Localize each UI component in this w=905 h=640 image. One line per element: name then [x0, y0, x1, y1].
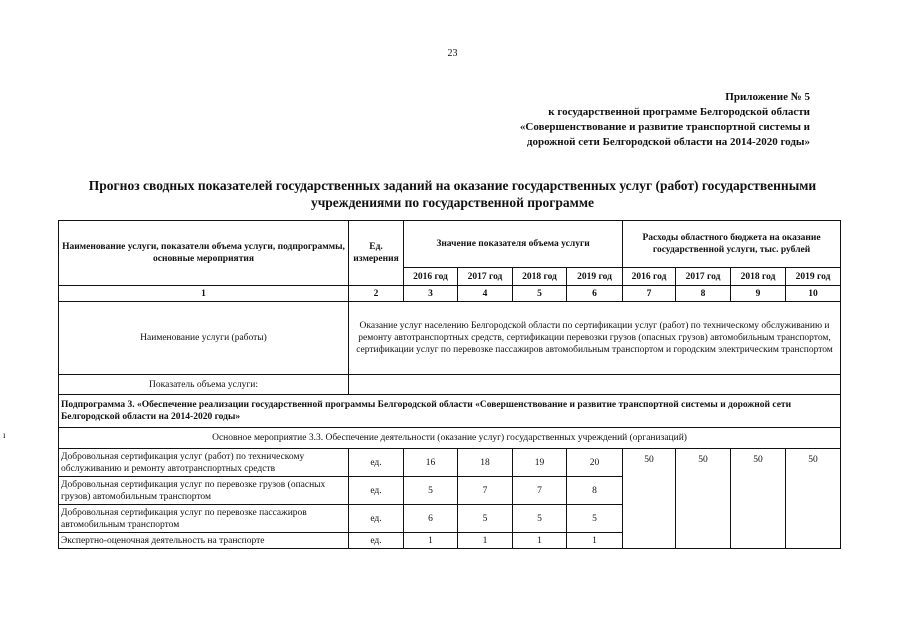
annex-heading: [460, 90, 810, 150]
row-name: Экспертно-оценочная деятельность на транспорте: [59, 533, 349, 549]
header-name: Наименование услуги, показатели объема услуги, подпрограммы, основные мероприятия: [59, 221, 349, 286]
header-year: 2019 год: [786, 268, 841, 286]
header-year: 2017 год: [676, 268, 731, 286]
column-number: 6: [567, 286, 623, 302]
document-title: [40, 177, 865, 211]
row-value: 1: [567, 533, 623, 549]
annex-line: Приложение № 5: [725, 91, 810, 103]
header-year: 2018 год: [731, 268, 786, 286]
row-unit: ед.: [349, 533, 404, 549]
header-unit: Ед. измерения: [349, 221, 404, 286]
page-number: 23: [447, 48, 458, 59]
row-unit: ед.: [349, 449, 404, 477]
title-line: Прогноз сводных показателей государственных заданий на оказание государственных услуг (работ) государственными: [88, 178, 817, 193]
service-description: Оказание услуг населению Белгородской области по сертификации услуг (работ) по техническому обслуживанию и ремонту автотранспортных средств, сертификации перевозки грузов (опасных грузов) автомобильным транспортом, сертификации услуг по перевозке пассажиров автомобильным транспортом и городским электрическим транспортом: [349, 302, 841, 375]
row-value: 18: [458, 449, 513, 477]
budget-value: 50: [623, 449, 676, 549]
service-label: Наименование услуги (работы): [59, 302, 349, 375]
budget-value: 50: [676, 449, 731, 549]
column-number: 9: [731, 286, 786, 302]
row-value: 1: [458, 533, 513, 549]
budget-value: 50: [731, 449, 786, 549]
indicator-label: Показатель объема услуги:: [59, 375, 349, 395]
header-year: 2019 год: [567, 268, 623, 286]
row-value: 1: [404, 533, 458, 549]
row-unit: ед.: [349, 477, 404, 505]
column-number: 3: [404, 286, 458, 302]
column-number: 1: [59, 286, 349, 302]
row-name: Добровольная сертификация услуг по перевозке грузов (опасных грузов) автомобильным транспортом: [59, 477, 349, 505]
column-number: 5: [513, 286, 567, 302]
budget-value: 50: [786, 449, 841, 549]
annex-line: дорожной сети Белгородской области на 2014-2020 годы»: [526, 136, 810, 148]
indicator-empty: [349, 375, 841, 395]
subprogram-title: Подпрограмма 3. «Обеспечение реализации государственной программы Белгородской области «Совершенствование и развитие транспортной системы и дорожной сети Белгородской области на 2014-2020 годы»: [59, 395, 841, 428]
table-row: [59, 449, 841, 477]
header-year: 2017 год: [458, 268, 513, 286]
row-name: Добровольная сертификация услуг по перевозке пассажиров автомобильным транспортом: [59, 505, 349, 533]
row-value: 16: [404, 449, 458, 477]
row-value: 5: [404, 477, 458, 505]
column-number: 2: [349, 286, 404, 302]
header-year: 2016 год: [623, 268, 676, 286]
row-value: 7: [458, 477, 513, 505]
row-unit: ед.: [349, 505, 404, 533]
row-value: 7: [513, 477, 567, 505]
row-value: 5: [513, 505, 567, 533]
header-year: 2018 год: [513, 268, 567, 286]
row-value: 8: [567, 477, 623, 505]
edge-mark: ı: [3, 430, 6, 440]
row-value: 20: [567, 449, 623, 477]
row-value: 5: [567, 505, 623, 533]
row-value: 5: [458, 505, 513, 533]
column-number: 8: [676, 286, 731, 302]
main-activity: Основное мероприятие 3.3. Обеспечение деятельности (оказание услуг) государственных учреждений (организаций): [59, 428, 841, 449]
row-name: Добровольная сертификация услуг (работ) по техническому обслуживанию и ремонту автотранспортных средств: [59, 449, 349, 477]
column-number: 10: [786, 286, 841, 302]
column-number: 4: [458, 286, 513, 302]
column-number: 7: [623, 286, 676, 302]
annex-line: к государственной программе Белгородской области: [548, 106, 810, 118]
header-budget: Расходы областного бюджета на оказание государственной услуги, тыс. рублей: [623, 221, 841, 268]
header-year: 2016 год: [404, 268, 458, 286]
indicators-table: [58, 220, 841, 549]
title-line: учреждениями по государственной программе: [310, 195, 595, 210]
header-value: Значение показателя объема услуги: [404, 221, 623, 268]
annex-line: «Совершенствование и развитие транспортной системы и: [519, 121, 810, 133]
row-value: 19: [513, 449, 567, 477]
row-value: 1: [513, 533, 567, 549]
row-value: 6: [404, 505, 458, 533]
